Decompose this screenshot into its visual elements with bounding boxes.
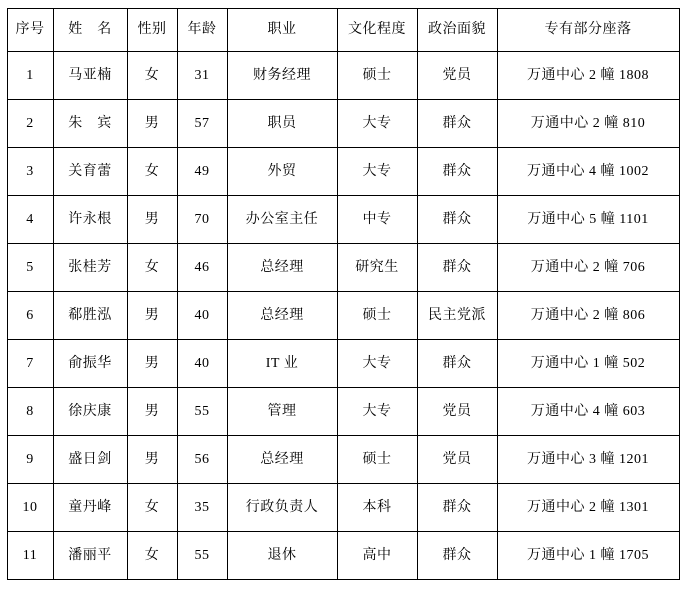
- cell-political: [417, 388, 497, 436]
- column-header-age: [177, 9, 227, 52]
- cell-age: [177, 388, 227, 436]
- cell-political: [417, 148, 497, 196]
- cell-political: [417, 100, 497, 148]
- cell-age: [177, 196, 227, 244]
- column-header-name-label: 姓 名: [68, 22, 112, 37]
- cell-occupation: [227, 100, 337, 148]
- cell-seq-text: 7: [26, 355, 34, 371]
- cell-address-text: 万通中心 4 幢 603: [530, 403, 646, 419]
- cell-occupation-text: 总经理: [260, 451, 304, 467]
- cell-gender-text: 男: [144, 403, 160, 419]
- cell-address-text: 万通中心 4 幢 1002: [527, 163, 649, 179]
- column-header-gender: [127, 9, 177, 52]
- cell-education: [337, 292, 417, 340]
- column-header-address-label: 专有部分座落: [544, 22, 632, 37]
- cell-name-text: 马亚楠: [68, 67, 112, 83]
- cell-occupation: [227, 484, 337, 532]
- cell-name: [53, 484, 127, 532]
- cell-education-text: 硕士: [362, 451, 392, 467]
- owner-roster-table: [7, 8, 680, 580]
- cell-age: [177, 292, 227, 340]
- cell-education: [337, 100, 417, 148]
- cell-gender-text: 女: [144, 499, 160, 515]
- cell-name-text: 童丹峰: [68, 499, 112, 515]
- cell-age: [177, 244, 227, 292]
- column-header-gender-label: 性别: [137, 22, 167, 37]
- cell-political-text: 群众: [442, 259, 472, 275]
- cell-occupation-text: IT 业: [265, 355, 299, 371]
- cell-address-text: 万通中心 5 幢 1101: [527, 211, 649, 227]
- table-row: [7, 484, 679, 532]
- cell-age-text: 40: [194, 355, 210, 371]
- cell-age: [177, 436, 227, 484]
- cell-seq: [7, 388, 53, 436]
- cell-political-text: 党员: [442, 67, 472, 83]
- cell-occupation: [227, 388, 337, 436]
- cell-education: [337, 388, 417, 436]
- cell-occupation-text: 职员: [267, 115, 297, 131]
- cell-name: [53, 340, 127, 388]
- cell-address: [497, 532, 679, 580]
- column-header-education: [337, 9, 417, 52]
- cell-address-text: 万通中心 1 幢 1705: [527, 547, 649, 563]
- cell-gender: [127, 388, 177, 436]
- cell-education: [337, 436, 417, 484]
- column-header-seq-label: 序号: [15, 22, 45, 37]
- cell-age-text: 49: [194, 163, 210, 179]
- cell-gender: [127, 244, 177, 292]
- cell-address-text: 万通中心 2 幢 1808: [527, 67, 649, 83]
- cell-gender-text: 女: [144, 547, 160, 563]
- cell-address-text: 万通中心 2 幢 810: [530, 115, 646, 131]
- cell-education: [337, 340, 417, 388]
- cell-occupation: [227, 196, 337, 244]
- cell-address: [497, 340, 679, 388]
- cell-name-text: 俞振华: [68, 355, 112, 371]
- cell-education-text: 中专: [362, 211, 392, 227]
- cell-name: [53, 388, 127, 436]
- cell-gender: [127, 436, 177, 484]
- cell-gender-text: 男: [144, 115, 160, 131]
- cell-occupation: [227, 52, 337, 100]
- cell-address-text: 万通中心 1 幢 502: [530, 355, 646, 371]
- cell-gender: [127, 196, 177, 244]
- cell-address: [497, 52, 679, 100]
- cell-name-text: 潘丽平: [68, 547, 112, 563]
- cell-occupation-text: 总经理: [260, 259, 304, 275]
- cell-seq: [7, 244, 53, 292]
- cell-name: [53, 148, 127, 196]
- cell-gender-text: 女: [144, 67, 160, 83]
- cell-seq-text: 11: [22, 547, 38, 563]
- cell-age-text: 57: [194, 115, 210, 131]
- cell-name: [53, 244, 127, 292]
- cell-political-text: 群众: [442, 499, 472, 515]
- cell-age-text: 55: [194, 547, 210, 563]
- cell-education-text: 本科: [362, 499, 392, 515]
- cell-address: [497, 484, 679, 532]
- cell-education: [337, 148, 417, 196]
- column-header-political: [417, 9, 497, 52]
- cell-occupation: [227, 340, 337, 388]
- cell-name-text: 许永根: [68, 211, 112, 227]
- cell-gender-text: 男: [144, 451, 160, 467]
- cell-political: [417, 484, 497, 532]
- cell-name-text: 徐庆康: [68, 403, 112, 419]
- cell-age-text: 31: [194, 67, 210, 83]
- cell-age: [177, 52, 227, 100]
- cell-political: [417, 532, 497, 580]
- cell-gender: [127, 148, 177, 196]
- cell-age: [177, 340, 227, 388]
- column-header-address: [497, 9, 679, 52]
- cell-age: [177, 532, 227, 580]
- cell-seq-text: 3: [26, 163, 34, 179]
- cell-political: [417, 52, 497, 100]
- cell-political-text: 民主党派: [428, 307, 486, 323]
- cell-age: [177, 148, 227, 196]
- cell-occupation-text: 总经理: [260, 307, 304, 323]
- cell-seq: [7, 436, 53, 484]
- cell-political-text: 党员: [442, 403, 472, 419]
- table-body: [7, 52, 679, 580]
- table-row: [7, 388, 679, 436]
- cell-age-text: 56: [194, 451, 210, 467]
- cell-address: [497, 292, 679, 340]
- cell-seq-text: 1: [26, 67, 34, 83]
- cell-name-text: 盛日剑: [68, 451, 112, 467]
- cell-political: [417, 196, 497, 244]
- cell-political: [417, 436, 497, 484]
- cell-age-text: 55: [194, 403, 210, 419]
- cell-address: [497, 148, 679, 196]
- table-row: [7, 436, 679, 484]
- cell-occupation: [227, 436, 337, 484]
- cell-education-text: 大专: [362, 355, 392, 371]
- cell-address-text: 万通中心 2 幢 806: [530, 307, 646, 323]
- table-row: [7, 52, 679, 100]
- cell-gender-text: 女: [144, 259, 160, 275]
- cell-age-text: 35: [194, 499, 210, 515]
- cell-age-text: 46: [194, 259, 210, 275]
- cell-seq: [7, 52, 53, 100]
- table-row: [7, 244, 679, 292]
- cell-seq: [7, 148, 53, 196]
- cell-gender-text: 男: [144, 307, 160, 323]
- cell-occupation-text: 管理: [267, 403, 297, 419]
- cell-name-text: 朱 宾: [68, 115, 112, 131]
- cell-occupation-text: 外贸: [267, 163, 297, 179]
- table-row: [7, 196, 679, 244]
- cell-occupation: [227, 292, 337, 340]
- cell-political: [417, 292, 497, 340]
- cell-name: [53, 196, 127, 244]
- cell-seq-text: 2: [26, 115, 34, 131]
- cell-gender-text: 男: [144, 211, 160, 227]
- table-header-row: [7, 9, 679, 52]
- cell-political-text: 群众: [442, 115, 472, 131]
- cell-seq: [7, 292, 53, 340]
- cell-education: [337, 196, 417, 244]
- cell-gender-text: 女: [144, 163, 160, 179]
- cell-gender: [127, 52, 177, 100]
- cell-name-text: 关育蕾: [68, 163, 112, 179]
- cell-political-text: 群众: [442, 355, 472, 371]
- cell-occupation-text: 退休: [267, 547, 297, 563]
- cell-address: [497, 388, 679, 436]
- cell-name: [53, 436, 127, 484]
- cell-seq-text: 6: [26, 307, 34, 323]
- cell-gender: [127, 292, 177, 340]
- cell-seq: [7, 532, 53, 580]
- cell-gender: [127, 484, 177, 532]
- cell-seq: [7, 340, 53, 388]
- cell-address: [497, 244, 679, 292]
- cell-address-text: 万通中心 2 幢 1301: [527, 499, 649, 515]
- cell-seq-text: 8: [26, 403, 34, 419]
- cell-education-text: 硕士: [362, 307, 392, 323]
- cell-seq: [7, 196, 53, 244]
- cell-political-text: 群众: [442, 163, 472, 179]
- cell-address-text: 万通中心 3 幢 1201: [527, 451, 649, 467]
- cell-gender: [127, 100, 177, 148]
- cell-education: [337, 52, 417, 100]
- column-header-age-label: 年龄: [187, 22, 217, 37]
- cell-address-text: 万通中心 2 幢 706: [530, 259, 646, 275]
- cell-name: [53, 292, 127, 340]
- cell-education-text: 大专: [362, 115, 392, 131]
- cell-political-text: 党员: [442, 451, 472, 467]
- table-header: [7, 9, 679, 52]
- table-row: [7, 532, 679, 580]
- cell-education-text: 大专: [362, 163, 392, 179]
- cell-occupation-text: 财务经理: [253, 67, 311, 83]
- cell-name-text: 郗胜泓: [68, 307, 112, 323]
- cell-seq-text: 9: [26, 451, 34, 467]
- cell-education: [337, 244, 417, 292]
- cell-seq: [7, 100, 53, 148]
- cell-age-text: 40: [194, 307, 210, 323]
- cell-gender: [127, 532, 177, 580]
- column-header-occupation-label: 职业: [267, 22, 297, 37]
- cell-seq-text: 10: [22, 499, 38, 515]
- cell-age: [177, 100, 227, 148]
- cell-address: [497, 100, 679, 148]
- cell-gender: [127, 340, 177, 388]
- cell-occupation: [227, 244, 337, 292]
- cell-name: [53, 532, 127, 580]
- table-row: [7, 292, 679, 340]
- cell-age: [177, 484, 227, 532]
- cell-political-text: 群众: [442, 211, 472, 227]
- cell-seq-text: 5: [26, 259, 34, 275]
- cell-occupation: [227, 532, 337, 580]
- cell-education-text: 硕士: [362, 67, 392, 83]
- cell-education-text: 研究生: [355, 259, 399, 275]
- cell-address: [497, 196, 679, 244]
- column-header-education-label: 文化程度: [348, 22, 406, 37]
- cell-seq: [7, 484, 53, 532]
- column-header-name: [53, 9, 127, 52]
- cell-name: [53, 52, 127, 100]
- column-header-seq: [7, 9, 53, 52]
- cell-political: [417, 340, 497, 388]
- cell-education-text: 高中: [362, 547, 392, 563]
- column-header-occupation: [227, 9, 337, 52]
- cell-age-text: 70: [194, 211, 210, 227]
- column-header-political-label: 政治面貌: [428, 22, 486, 37]
- table-row: [7, 340, 679, 388]
- cell-name-text: 张桂芳: [68, 259, 112, 275]
- cell-gender-text: 男: [144, 355, 160, 371]
- table-row: [7, 100, 679, 148]
- table-row: [7, 148, 679, 196]
- cell-seq-text: 4: [26, 211, 34, 227]
- cell-political-text: 群众: [442, 547, 472, 563]
- cell-education: [337, 484, 417, 532]
- cell-education-text: 大专: [362, 403, 392, 419]
- cell-name: [53, 100, 127, 148]
- cell-political: [417, 244, 497, 292]
- cell-occupation-text: 办公室主任: [245, 211, 319, 227]
- cell-education: [337, 532, 417, 580]
- cell-occupation: [227, 148, 337, 196]
- cell-occupation-text: 行政负责人: [245, 499, 319, 515]
- cell-address: [497, 436, 679, 484]
